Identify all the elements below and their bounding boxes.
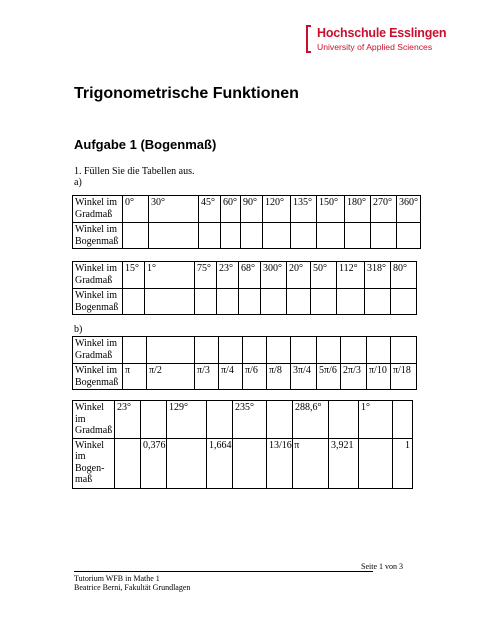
logo-name: Hochschule Esslingen	[317, 26, 447, 40]
university-logo	[306, 25, 456, 55]
degree-cell: 60°	[221, 196, 241, 223]
degree-cell: 68°	[239, 262, 261, 289]
degree-cell[interactable]	[141, 401, 167, 439]
page-number: Seite 1 von 3	[361, 562, 403, 571]
part-b-label: b)	[74, 324, 83, 335]
answer-cell[interactable]	[337, 289, 365, 315]
answer-cell[interactable]	[261, 289, 287, 315]
degree-cell[interactable]	[267, 401, 293, 439]
answer-cell[interactable]	[391, 289, 417, 315]
radian-cell: 5π/6	[317, 364, 341, 390]
radian-cell[interactable]	[115, 438, 141, 488]
degree-cell: 300°	[261, 262, 287, 289]
answer-cell[interactable]	[199, 223, 221, 249]
table-mixed	[72, 400, 413, 489]
degree-cell: 318°	[365, 262, 391, 289]
degree-cell: 45°	[199, 196, 221, 223]
answer-cell[interactable]	[243, 337, 267, 364]
radian-cell: π	[123, 364, 147, 390]
answer-cell[interactable]	[311, 289, 337, 315]
degree-cell[interactable]	[393, 401, 413, 439]
answer-cell[interactable]	[397, 223, 421, 249]
radian-cell: 3,921	[329, 438, 359, 488]
answer-cell[interactable]	[123, 289, 145, 315]
degree-cell: 1°	[359, 401, 393, 439]
radian-cell: 1,664	[207, 438, 233, 488]
degree-cell: 23°	[115, 401, 141, 439]
table-degrees-2	[72, 261, 417, 315]
radian-cell: π/18	[391, 364, 417, 390]
radian-cell: π/8	[267, 364, 291, 390]
answer-cell[interactable]	[391, 337, 417, 364]
answer-cell[interactable]	[123, 337, 147, 364]
answer-cell[interactable]	[367, 337, 391, 364]
radian-cell[interactable]	[167, 438, 207, 488]
answer-cell[interactable]	[263, 223, 291, 249]
part-a-label: a)	[74, 177, 82, 188]
degree-cell: 80°	[391, 262, 417, 289]
footer-course: Tutorium WFB in Mathe 1	[74, 574, 160, 583]
degree-cell: 1°	[145, 262, 195, 289]
answer-cell[interactable]	[123, 223, 149, 249]
answer-cell[interactable]	[241, 223, 263, 249]
row-label-bogenmass: Winkel im Bogen-maß	[73, 438, 115, 488]
row-label-bogenmass: Winkel im Bogenmaß	[73, 364, 123, 390]
radian-cell: 1	[393, 438, 413, 488]
radian-cell: 2π/3	[341, 364, 367, 390]
degree-cell: 288,6°	[293, 401, 329, 439]
degree-cell[interactable]	[207, 401, 233, 439]
answer-cell[interactable]	[221, 223, 241, 249]
footer-author: Beatrice Berni, Fakultät Grundlagen	[74, 583, 191, 592]
degree-cell: 50°	[311, 262, 337, 289]
degree-cell: 90°	[241, 196, 263, 223]
degree-cell: 360°	[397, 196, 421, 223]
degree-cell: 112°	[337, 262, 365, 289]
degree-cell: 0°	[123, 196, 149, 223]
row-label-bogenmass: Winkel im Bogenmaß	[73, 289, 123, 315]
answer-cell[interactable]	[371, 223, 397, 249]
row-label-gradmass: Winkel im Gradmaß	[73, 337, 123, 364]
logo-subtitle: University of Applied Sciences	[317, 42, 433, 52]
answer-cell[interactable]	[195, 337, 219, 364]
degree-cell: 235°	[233, 401, 267, 439]
answer-cell[interactable]	[195, 289, 217, 315]
degree-cell: 15°	[123, 262, 145, 289]
instruction-text: 1. Füllen Sie die Tabellen aus.	[74, 166, 195, 177]
answer-cell[interactable]	[317, 337, 341, 364]
radian-cell: 0,376	[141, 438, 167, 488]
radian-cell[interactable]	[359, 438, 393, 488]
degree-cell: 270°	[371, 196, 397, 223]
degree-cell: 135°	[291, 196, 317, 223]
radian-cell[interactable]	[233, 438, 267, 488]
answer-cell[interactable]	[317, 223, 345, 249]
degree-cell: 20°	[287, 262, 311, 289]
logo-bracket-mark	[306, 25, 311, 53]
table-radians	[72, 336, 417, 390]
degree-cell: 129°	[167, 401, 207, 439]
answer-cell[interactable]	[267, 337, 291, 364]
answer-cell[interactable]	[291, 223, 317, 249]
answer-cell[interactable]	[217, 289, 239, 315]
footer-rule	[74, 571, 373, 572]
radian-cell: π/3	[195, 364, 219, 390]
radian-cell: 13/16 π	[267, 438, 293, 488]
answer-cell[interactable]	[239, 289, 261, 315]
row-label-bogenmass: Winkel im Bogenmaß	[73, 223, 123, 249]
degree-cell: 23°	[217, 262, 239, 289]
task-heading: Aufgabe 1 (Bogenmaß)	[74, 137, 217, 152]
degree-cell[interactable]	[329, 401, 359, 439]
degree-cell: 150°	[317, 196, 345, 223]
answer-cell[interactable]	[345, 223, 371, 249]
page-title: Trigonometrische Funktionen	[74, 85, 299, 102]
answer-cell[interactable]	[287, 289, 311, 315]
row-label-gradmass: Winkel im Gradmaß	[73, 401, 115, 439]
answer-cell[interactable]	[147, 337, 195, 364]
degree-cell: 120°	[263, 196, 291, 223]
row-label-gradmass: Winkel im Gradmaß	[73, 262, 123, 289]
answer-cell[interactable]	[341, 337, 367, 364]
radian-cell: π/6	[243, 364, 267, 390]
degree-cell: 180°	[345, 196, 371, 223]
row-label-gradmass: Winkel im Gradmaß	[73, 196, 123, 223]
answer-cell[interactable]	[149, 223, 199, 249]
table-degrees-1	[72, 195, 421, 249]
answer-cell[interactable]	[145, 289, 195, 315]
radian-cell: π/10	[367, 364, 391, 390]
answer-cell[interactable]	[219, 337, 243, 364]
answer-cell[interactable]	[365, 289, 391, 315]
degree-cell: 75°	[195, 262, 217, 289]
answer-cell[interactable]	[291, 337, 317, 364]
radian-cell: 3π/4	[291, 364, 317, 390]
radian-cell: π/2	[147, 364, 195, 390]
degree-cell: 30°	[149, 196, 199, 223]
radian-cell: π/4	[219, 364, 243, 390]
